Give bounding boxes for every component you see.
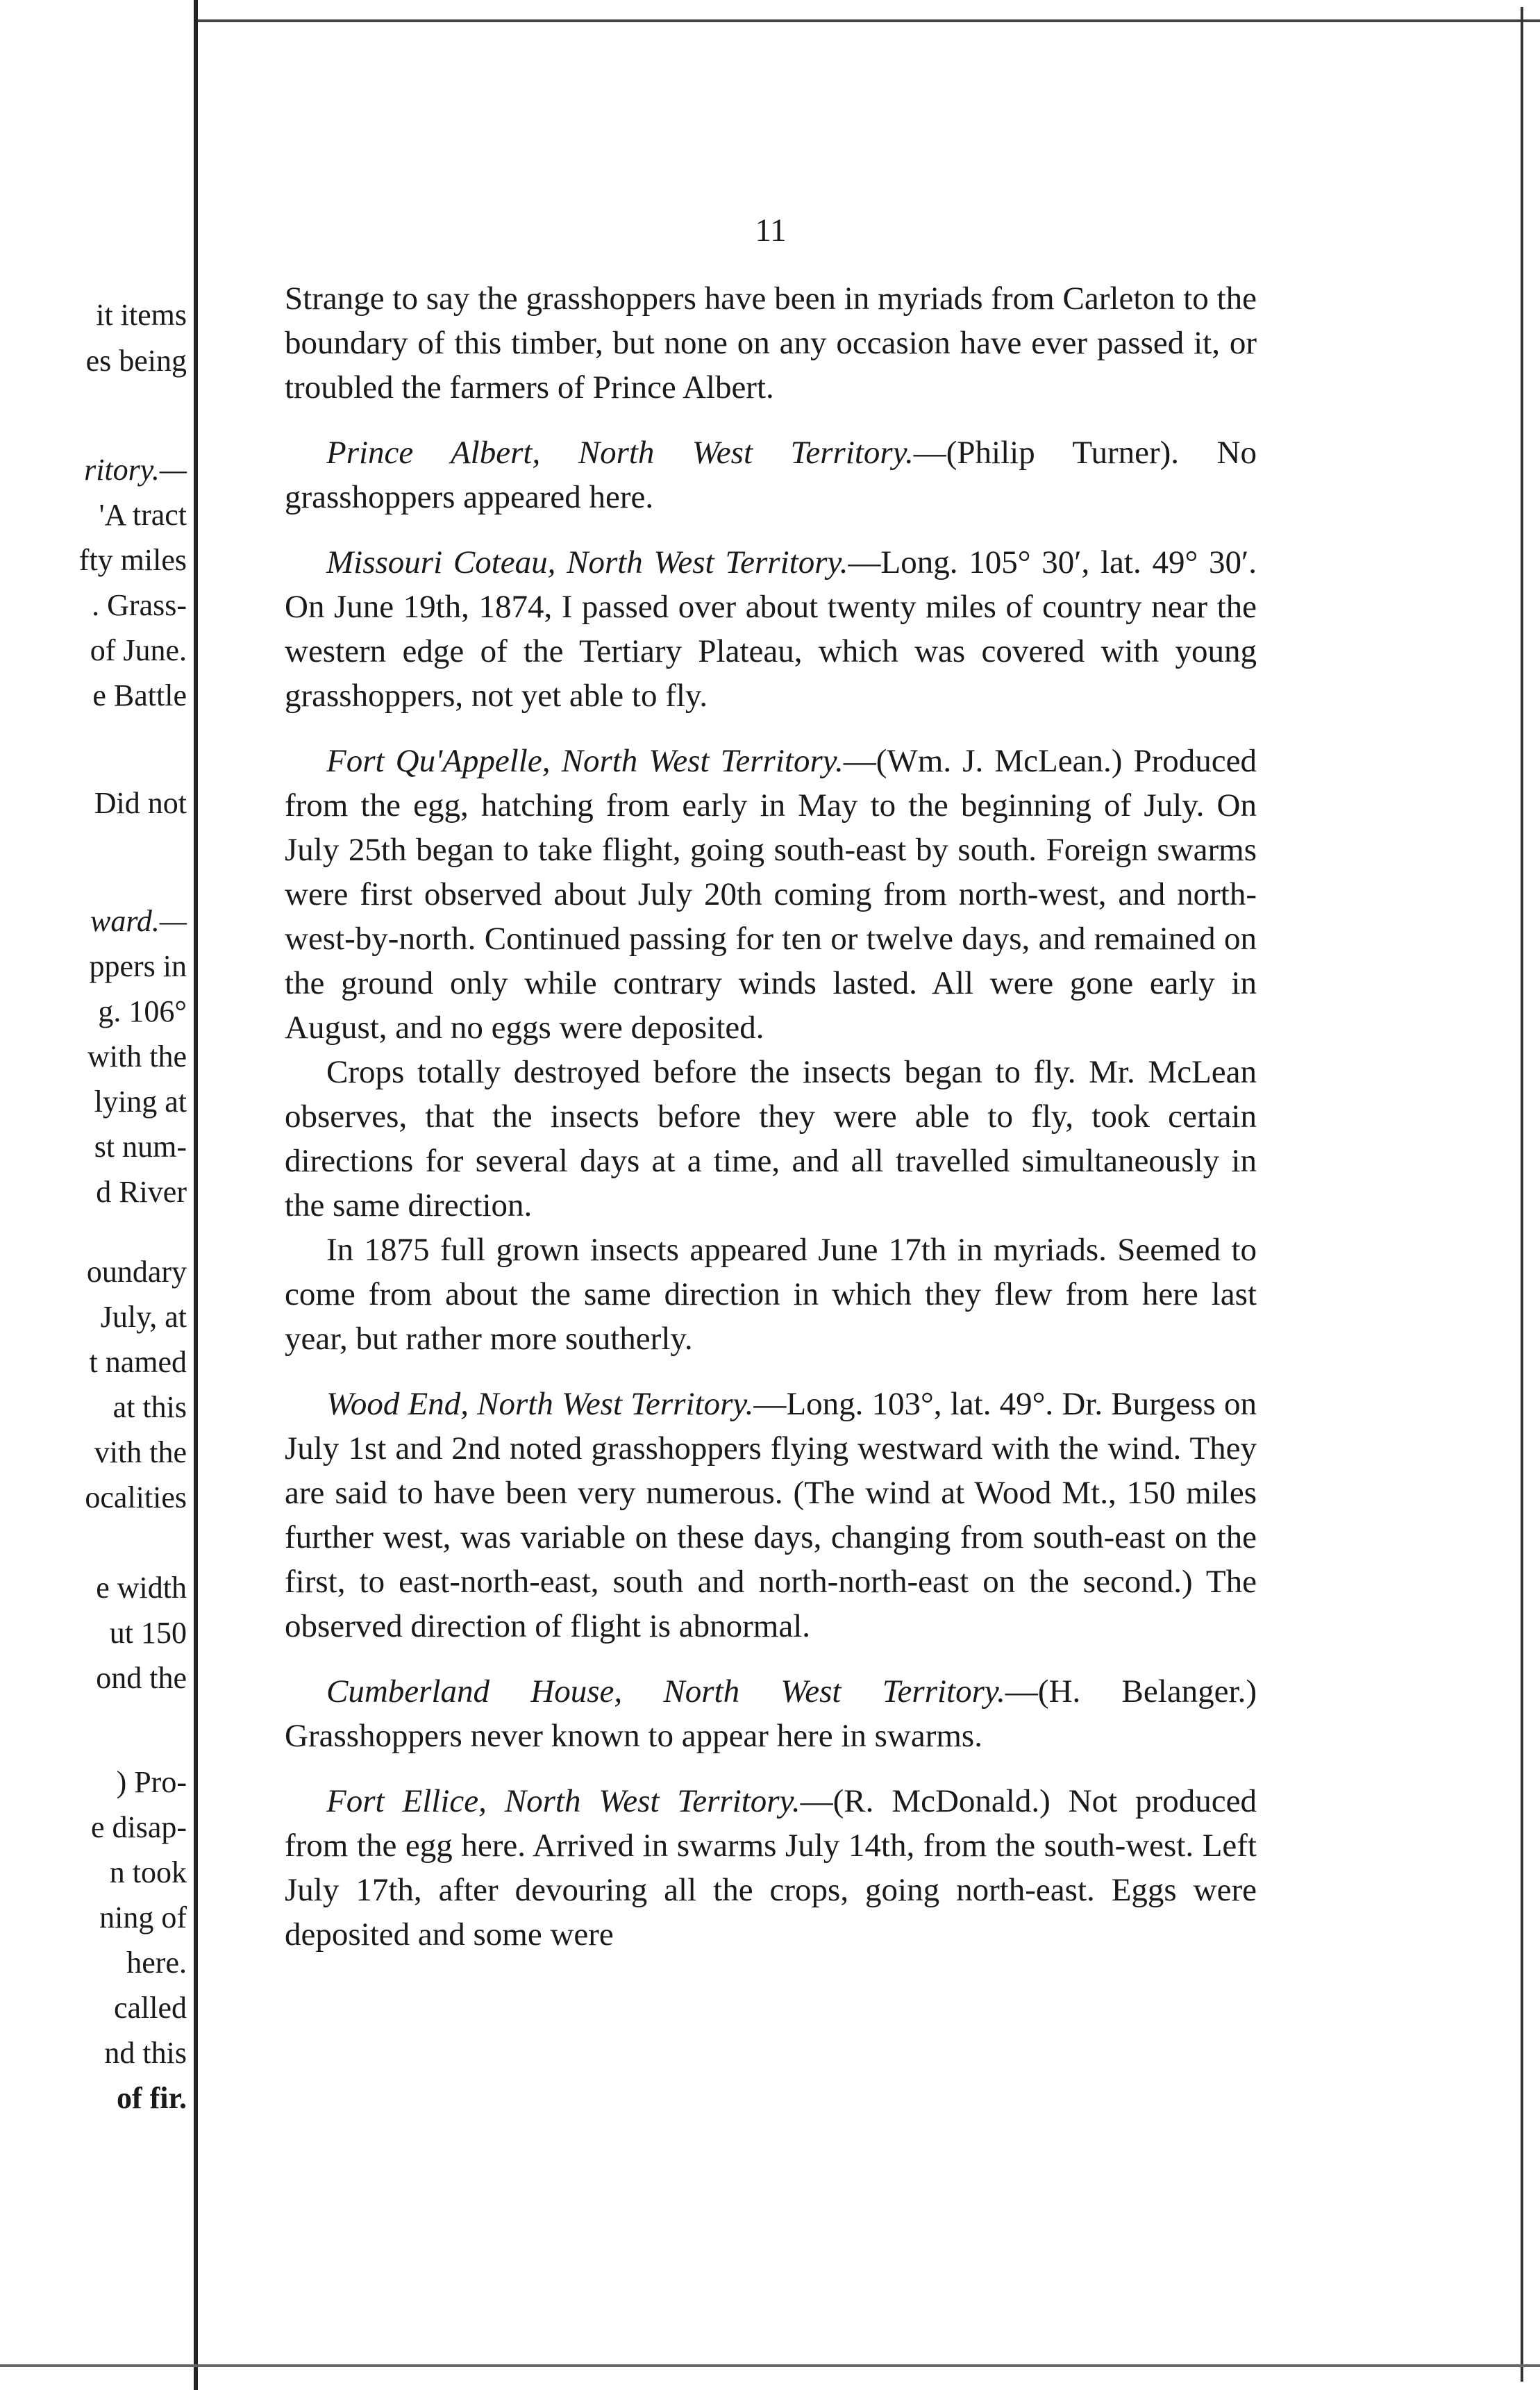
left-page-fragment: es being: [85, 344, 187, 378]
entry-text: —(Wm. J. McLean.) Produced from the egg, hatching from early in May to the beginning of July. On July 25th began to take flight, going south-east by south. Foreign swarms were first observed about July 20th coming from north-west, and north-west-by-north. Continued passing for ten or twelve days, and remained on the ground only while contrary winds lasted. All were gone early in August, and no eggs were deposited.: [285, 743, 1257, 1046]
left-page-fragment: oundary: [86, 1255, 187, 1289]
paragraph: Crops totally destroyed before the insects began to fly. Mr. McLean observes, that the insects before they were able to fly, took certain directions for several days at a time, and all travelled simultaneously in the same direction.: [285, 1054, 1257, 1223]
page-body: [285, 208, 1257, 1957]
left-page-fragment: nd this: [104, 2036, 187, 2070]
entry-text: —(H. Belanger.) Grasshoppers never known to appear here in swarms.: [285, 1673, 1257, 1754]
page-bottom-edge: [0, 2364, 1540, 2367]
left-page-fragment: e width: [96, 1571, 187, 1605]
left-page-fragment: here.: [126, 1946, 187, 1980]
entry-text: —Long. 105° 30′, lat. 49° 30′. On June 19th, 1874, I passed over about twenty miles of country near the western edge of the Tertiary Plateau, which was covered with young grasshoppers, not yet able to fly.: [285, 544, 1257, 714]
left-page-fragment: at this: [112, 1390, 187, 1424]
left-page-margin: [0, 0, 198, 2390]
entry-text: —Long. 103°, lat. 49°. Dr. Burgess on July 1st and 2nd noted grasshoppers flying westward with the wind. They are said to have been very numerous. (The wind at Wood Mt., 150 miles further west, was variable on these days, changing from south-east on the first, to east-north-east, south and north-north-east on the second.) The observed direction of flight is abnormal.: [285, 1386, 1257, 1644]
entry-heading: Fort Qu'Appelle, North West Territory.: [326, 743, 844, 779]
entry-missouri-coteau: [285, 540, 1257, 718]
entry-prince-albert: [285, 431, 1257, 519]
left-page-fragment: Did not: [94, 786, 187, 820]
left-page-fragment: lying at: [94, 1085, 187, 1119]
left-page-fragment: fty miles: [78, 543, 187, 577]
entry-heading: Cumberland House, North West Territory.: [326, 1673, 1005, 1710]
left-page-fragment: of fir.: [116, 2081, 187, 2115]
left-page-fragment: with the: [87, 1039, 187, 1073]
left-page-fragment: ward.—: [90, 904, 187, 938]
left-page-fragment: d River: [96, 1175, 187, 1209]
left-page-fragment: ritory.—: [84, 453, 187, 487]
left-page-fragment: 'A tract: [99, 498, 187, 532]
entry-heading: Fort Ellice, North West Territory.: [326, 1783, 801, 1819]
entry-heading: Prince Albert, North West Territory.: [326, 435, 914, 471]
left-page-fragment: ocalities: [85, 1480, 187, 1514]
entry-text: —(Philip Turner). No grasshoppers appeared here.: [285, 435, 1257, 515]
left-page-fragment: e Battle: [92, 678, 187, 712]
left-page-fragment: July, at: [100, 1300, 187, 1334]
left-page-fragment: ) Pro-: [116, 1765, 187, 1799]
entry-fort-quappelle: [285, 739, 1257, 1050]
left-page-fragment: e disap-: [90, 1810, 187, 1844]
entry-cumberland-house: [285, 1669, 1257, 1758]
entry-heading: Missouri Coteau, North West Territory.: [326, 544, 848, 580]
entry-heading: Wood End, North West Territory.: [326, 1386, 754, 1422]
left-page-fragment: called: [113, 1991, 187, 2025]
left-page-fragment: . Grass-: [92, 588, 187, 622]
left-page-fragment: vith the: [94, 1435, 187, 1469]
paragraph: In 1875 full grown insects appeared June 17th in myriads. Seemed to come from about the same direction in which they flew from here last year, but rather more southerly.: [285, 1232, 1257, 1357]
entry-fort-ellice: [285, 1779, 1257, 1957]
paragraph: Strange to say the grasshoppers have been in myriads from Carleton to the boundary of this timber, but none on any occasion have ever passed it, or troubled the farmers of Prince Albert.: [285, 281, 1257, 406]
page-top-edge: [198, 19, 1540, 22]
left-page-fragment: g. 106°: [98, 994, 187, 1028]
left-page-fragment: ppers in: [89, 949, 187, 983]
entry-wood-end: [285, 1382, 1257, 1648]
left-page-fragment: n took: [109, 1855, 187, 1889]
left-page-fragment: ond the: [96, 1661, 187, 1695]
left-page-fragment: ut 150: [109, 1616, 187, 1650]
left-page-fragment: of June.: [90, 633, 187, 667]
left-page-fragment: it items: [96, 298, 187, 332]
entry-text: —(R. McDonald.) Not produced from the egg here. Arrived in swarms July 14th, from the south-west. Left July 17th, after devouring all the crops, going north-east. Eggs were deposited and some were: [285, 1783, 1257, 1953]
left-page-fragment: t named: [89, 1345, 187, 1379]
page-right-edge: [1521, 7, 1523, 2382]
left-page-fragment: st num-: [94, 1130, 187, 1164]
left-page-fragment: ning of: [99, 1900, 187, 1934]
page-number: 11: [755, 212, 787, 249]
